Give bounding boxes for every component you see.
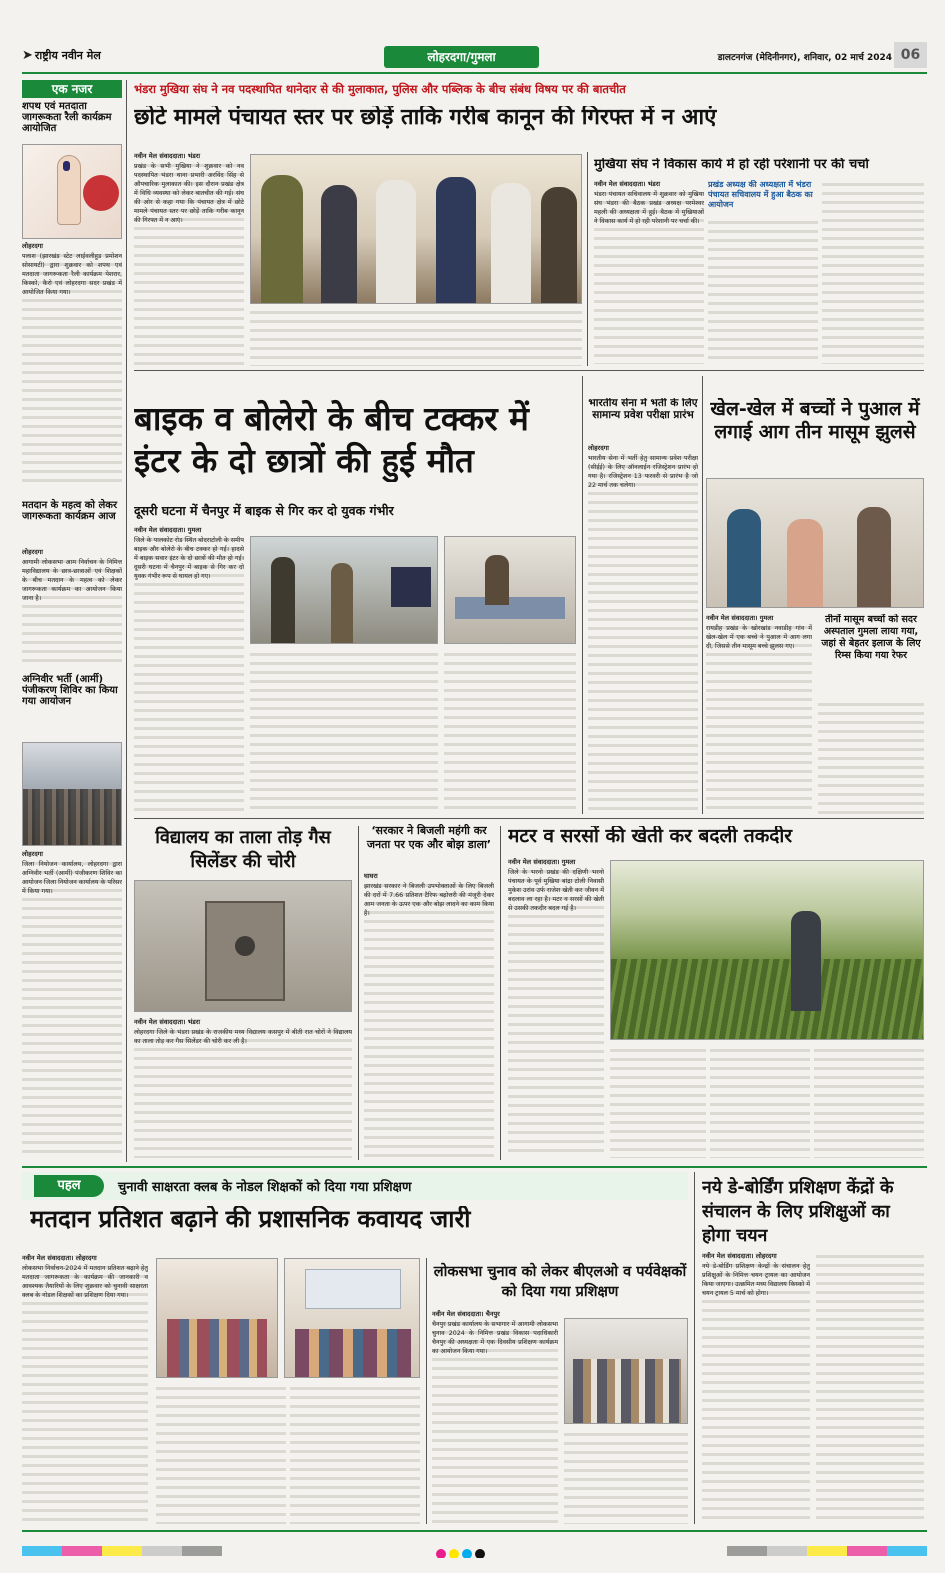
- story-divider-1: [587, 152, 588, 366]
- story5-body: नवीन मेल संवाददाता। गुमला रायडीह प्रखंड के खोरखांड नवाडीह गांव में खेल-खेल में एक बच्चे ने पुआल में आग लगा दी, जिससे तीन मासूम बच्चे झुलस गए।: [706, 614, 812, 814]
- page-number: 06: [894, 42, 927, 68]
- ek-nazar-label: एक नजर: [22, 80, 122, 98]
- pehal-byline: नवीन मेल संवाददाता। लोहरदगा: [22, 1254, 148, 1263]
- story5-photo: [706, 478, 924, 608]
- story1-byline: नवीन मेल संवाददाता। भंडरा: [134, 152, 244, 161]
- ek-nazar-byline-2: लोहरदगा: [22, 548, 122, 557]
- story8-body-3: [710, 1046, 810, 1158]
- story1-photo: [250, 154, 582, 304]
- story2-byline: नवीन मेल संवाददाता। भंडरा: [594, 180, 704, 189]
- ek-nazar-title-1: शपथ एवं मतदाता जागरूकता रैली कार्यक्रम आयोजित: [22, 101, 112, 135]
- story7-headline: ‘सरकार ने बिजली महंगी कर जनता पर एक और बोझ डाला’: [366, 824, 492, 851]
- story5-body-2: [818, 700, 924, 814]
- story3-photo-1: [250, 536, 438, 644]
- story10-headline: नये डे-बोर्डिंग प्रशिक्षण केंद्रों के संचालन के लिए प्रशिक्षुओं का होगा चयन: [702, 1178, 894, 1246]
- pehal-headline: मतदान प्रतिशत बढ़ाने की प्रशासनिक कवायद जारी: [30, 1206, 471, 1233]
- dateline: डालटनगंज (मेदिनीनगर), शनिवार, 02 मार्च 2024: [717, 53, 892, 63]
- section-label: लोहरदगा/गुमला: [384, 46, 539, 68]
- story-divider-7: [694, 1172, 695, 1524]
- row2-rule: [134, 818, 924, 819]
- story5-byline: नवीन मेल संवाददाता। गुमला: [706, 614, 812, 623]
- story3-body-3: [444, 650, 576, 814]
- left-column-rule: [126, 80, 127, 1162]
- ek-nazar-title-2: मतदान के महत्व को लेकर जागरूकता कार्यक्रम आज: [22, 500, 118, 523]
- story7-byline: घाघरा: [364, 872, 494, 881]
- story6-photo: [134, 880, 352, 1012]
- ek-nazar-text-3: जिला नियोजन कार्यालय, लोहरदगा द्वारा अग्निवीर भर्ती (आर्मी) पंजीकरण शिविर का आयोजन जिला नियोजन कार्यालय के परिसर में किया गया।: [22, 861, 122, 895]
- story4-body: लोहरदगा भारतीय सेना में भर्ती हेतु सामान्य प्रवेश परीक्षा (सीईई) के लिए ऑनलाईन रजिस्ट्रेशन प्रारंभ हो गया है। रजिस्ट्रेशन 13 फरवरी से प्रारंभ है जो 22 मार्च तक चलेगा।: [588, 444, 698, 814]
- story8-body-2: [610, 1046, 706, 1158]
- story3-subhead: दूसरी घटना में चैनपुर में बाइक से गिर कर दो युवक गंभीर: [134, 503, 394, 518]
- agniveer-camp-photo: [22, 742, 122, 846]
- story3-headline: बाइक व बोलेरो के बीच टक्कर में इंटर के दो छात्रों की हुई मौत: [134, 399, 529, 480]
- pehal-body-3: [290, 1384, 420, 1524]
- story-divider-4: [358, 826, 359, 1160]
- story-divider-6: [426, 1258, 427, 1524]
- story4-headline: भारतीय सेना में भर्ती के लिए सामान्य प्रवेश परीक्षा प्रारंभ: [588, 398, 698, 421]
- masthead: [22, 40, 927, 72]
- row3-rule: [22, 1166, 927, 1168]
- story3-photo-2: [444, 536, 576, 644]
- pehal-body: नवीन मेल संवाददाता। लोहरदगा लोकसभा निर्वाचन-2024 में मतदान प्रतिशत बढ़ाने हेतु मतदाता जागरूकता के कार्यक्रम की जानकारी व आवश्यक तैयारियों के लिए शुक्रवार को चुनावी साक्षरता क्लब के नोडल शिक्षकों का प्रशिक्षण दिया गया।: [22, 1254, 148, 1524]
- color-registration-marks: [436, 1544, 516, 1558]
- story-divider-5: [500, 826, 501, 1160]
- pehal-band: [22, 1172, 688, 1200]
- story3-byline: नवीन मेल संवाददाता। गुमला: [134, 526, 244, 535]
- story2-body-3: [822, 180, 924, 364]
- voting-finger-photo: [22, 144, 122, 239]
- story1-kicker: भंडरा मुखिया संघ ने नव पदस्थापित थानेदार से की मुलाकात, पुलिस और पब्लिक के बीच संबंध विषय पर की बातचीत: [134, 82, 626, 96]
- ek-nazar-text-1: पलाश (झारखंड स्टेट लाईवलीहुड प्रमोशन सोसायटी) द्वारा शुक्रवार को शपथ एवं मतदाता जागरूकता रैली कार्यक्रम पेशरार, किस्को, कैरो एवं लोहरदगा सदर प्रखंड में आयोजित किया गया।: [22, 253, 122, 296]
- pehal-photo-2: [284, 1258, 420, 1378]
- story3-body-2: [250, 650, 438, 814]
- bird-icon: ➤: [22, 47, 33, 63]
- story5-callout: तीनों मासूम बच्चों को सदर अस्पताल गुमला लाया गया, जहां से बेहतर इलाज के लिए रिम्स किया गया रेफर: [821, 614, 921, 661]
- story9-body: नवीन मेल संवाददाता। चैनपुर चैनपुर प्रखंड कार्यालय के सभागार में आगामी लोकसभा चुनाव 2024 के निमित्त प्रखंड विकास पदाधिकारी चैनपुर की अध्यक्षता में एक दिवसीय प्रशिक्षण कार्यक्रम का आयोजन किया गया।: [432, 1310, 558, 1524]
- story8-body-4: [814, 1046, 924, 1158]
- pehal-label: पहल: [34, 1175, 104, 1197]
- story6-byline: नवीन मेल संवाददाता। भंडरा: [134, 1018, 352, 1027]
- story9-body-2: [564, 1430, 688, 1524]
- ek-nazar-column: [22, 80, 122, 1160]
- ek-nazar-byline-3: लोहरदगा: [22, 850, 122, 859]
- ek-nazar-byline-1: लोहरदगा: [22, 242, 122, 251]
- story10-body: नवीन मेल संवाददाता। लोहरदगा नये डे-बोर्डिंग प्रशिक्षण केन्द्रों के संचालन हेतु प्रशिक्षुओं के निमित्त चयन ट्रायल का आयोजन किया जाएगा। उत्क्रमित मध्य विद्यालय किस्को में चयन ट्रायल 5 मार्च को होगा।: [702, 1252, 810, 1524]
- story7-body: घाघरा झारखंड सरकार ने बिजली उपभोक्ताओं के लिए बिजली की दरों में 7.66 प्रतिशत टैरिफ बढ़ोत्तरी की मंजूरी देकर आम जनता के ऊपर एक और बोझ लादने का काम किया है।: [364, 872, 494, 1158]
- story8-byline: नवीन मेल संवाददाता। गुमला: [508, 858, 604, 867]
- story9-headline: लोकसभा चुनाव को लेकर बीएलओ व पर्यवेक्षकों को दिया गया प्रशिक्षण: [433, 1264, 687, 1300]
- story6-body: नवीन मेल संवाददाता। भंडरा लोहरदगा जिले के भंडरा प्रखंड के राजकीय मध्य विद्यालय कसपुर में बीती रात चोरों ने विद्यालय का ताला तोड़ कर गैस सिलेंडर की चोरी कर ली है।: [134, 1018, 352, 1158]
- story9-byline: नवीन मेल संवाददाता। चैनपुर: [432, 1310, 558, 1319]
- story2-subhead: प्रखंड अध्यक्ष की अध्यक्षता में भंडरा पंचायत सचिवालय में हुआ बैठक का आयोजन: [708, 180, 813, 209]
- story1-headline: छोटे मामले पंचायत स्तर पर छोड़ें ताकि गरीब कानून की गिरफ्त में न आएं: [134, 106, 717, 130]
- pehal-kicker: चुनावी साक्षरता क्लब के नोडल शिक्षकों को दिया गया प्रशिक्षण: [118, 1180, 412, 1195]
- story-divider-2: [582, 376, 583, 814]
- color-bar-left: [22, 1546, 222, 1556]
- story8-headline: मटर व सरसों की खेती कर बदली तकदीर: [508, 826, 793, 847]
- footer-rule: [22, 1530, 927, 1532]
- masthead-rule: [22, 72, 927, 74]
- story6-headline: विद्यालय का ताला तोड़ गैस सिलेंडर की चोरी: [155, 827, 331, 872]
- story8-body: नवीन मेल संवाददाता। गुमला जिले के भरनो प्रखंड की दक्षिणी भरनो पंचायत के पूर्व मुखिया बांद्रा टोली निवासी मुकेश उरांव उर्फ राजेश खेती कर जीवन में बदलाव ला रहा है। मटर व सरसों की खेती से उसकी तकदीर बदल गई है।: [508, 858, 604, 1158]
- story5-headline: खेल-खेल में बच्चों ने पुआल में लगाई आग तीन मासूम झुलसे: [710, 398, 920, 443]
- ek-nazar-title-3: अग्निवीर भर्ती (आर्मी) पंजीकरण शिविर का किया गया आयोजन: [22, 674, 118, 708]
- story-divider-3: [702, 376, 703, 814]
- story9-photo: [564, 1318, 688, 1424]
- story1-body-cont: [250, 308, 582, 366]
- story8-field-photo: [610, 860, 924, 1040]
- row1-rule: [134, 370, 924, 371]
- pehal-photo-1: [156, 1258, 278, 1378]
- story2-headline: मुखिया संघ ने विकास कार्य में हो रही परेशानी पर की चर्चा: [594, 158, 869, 172]
- paper-logo: ➤ राष्ट्रीय नवीन मेल: [22, 47, 101, 63]
- story2-body-2: [708, 218, 818, 364]
- story10-byline: नवीन मेल संवाददाता। लोहरदगा: [702, 1252, 810, 1261]
- story3-body: नवीन मेल संवाददाता। गुमला जिले के पालकोट रोड स्थित बोदराटोली के समीप बाइक और बोलेरो के बीच टक्कर हो गई। हादसे में बाइक सवार इंटर के दो छात्रों की मौत हो गई। दूसरी घटना में चैनपुर में बाइक से गिर कर दो युवक गंभीर रूप से घायल हो गए।: [134, 526, 244, 814]
- story2-body: नवीन मेल संवाददाता। भंडरा भंडरा पंचायत सचिवालय में शुक्रवार को मुखिया संघ भंडरा की बैठक प्रखंड अध्यक्ष परमेश्वर महली की अध्यक्षता में हुई। बैठक में मुखियाओं ने विकास कार्य में हो रही परेशानी पर चर्चा की।: [594, 180, 704, 364]
- story1-body: नवीन मेल संवाददाता। भंडरा प्रखंड के सभी मुखिया ने शुक्रवार को नव पदस्थापित भंडरा थाना प्रभारी अरविंद सिंह से औपचारिक मुलाकात की। इस दौरान प्रखंड क्षेत्र में विधि व्यवस्था को लेकर बातचीत की गई। संघ की ओर से कहा गया कि पंचायत क्षेत्र में छोटे मामले पंचायत स्तर पर छोड़ें ताकि गरीब कानून की गिरफ्त में न आएं।: [134, 152, 244, 366]
- pehal-body-2: [156, 1384, 286, 1524]
- story4-byline: लोहरदगा: [588, 444, 698, 453]
- color-bar-right: [727, 1546, 927, 1556]
- story10-body-2: [816, 1252, 924, 1524]
- ek-nazar-text-2: आगामी लोकसभा आम निर्वाचन के निमित्त महाविद्यालय के छात्र-छात्राओं एवं शिक्षकों के बीच मतदान के महत्व को लेकर जागरूकता कार्यक्रम का आयोजन किया जाना है।: [22, 559, 122, 602]
